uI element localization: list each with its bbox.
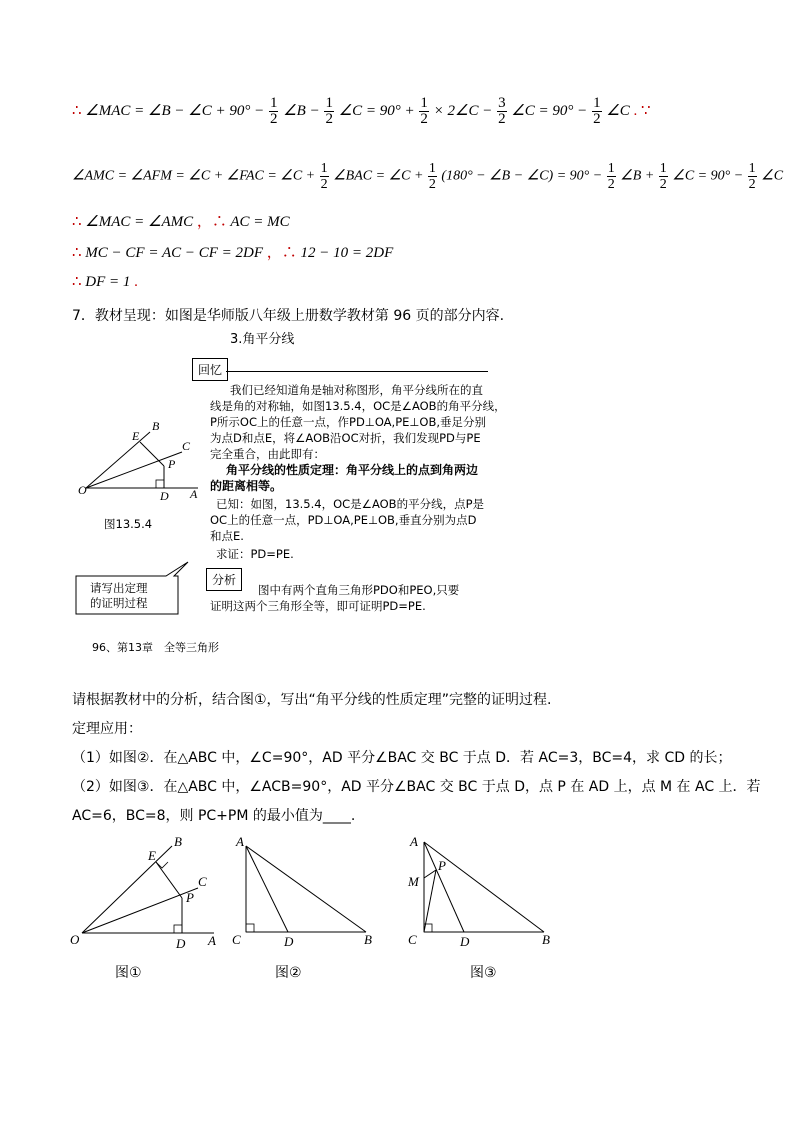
figure-2: [232, 832, 382, 957]
book-label-A: A: [190, 487, 198, 501]
fig1-label-C: C: [198, 874, 207, 889]
figure-2-caption: 图②: [275, 965, 302, 981]
fig1-label-D: D: [176, 936, 186, 951]
book-label-P: P: [168, 457, 176, 471]
recall-label: 回忆: [192, 358, 228, 381]
part-1-text: （1）如图②．在△ABC 中，∠C=90°，AD 平分∠BAC 交 BC 于点 D．若 AC=3，BC=4，求 CD 的长；: [72, 750, 732, 766]
fig3-label-B: B: [542, 932, 550, 947]
book-label-C: C: [182, 439, 191, 453]
fig1-label-O: O: [70, 932, 80, 947]
fig3-label-M: M: [408, 874, 419, 889]
fig3-label-A: A: [410, 834, 418, 849]
part-2-text-line-1: （2）如图③．在△ABC 中，∠ACB=90°，AD 平分∠BAC 交 BC 于点 D，点 P 在 AD 上，点 M 在 AC 上．若: [72, 779, 761, 795]
question-7-intro: 7．教材呈现：如图是华师版八年级上册数学教材第 96 页的部分内容.: [72, 308, 505, 324]
fig1-label-P: P: [186, 890, 194, 905]
fig2-label-D: D: [284, 934, 294, 949]
recall-paragraph: 我们已经知道角是轴对称图形，角平分线所在的直 线是角的对称轴，如图13.5.4，OC是∠AOB的角平分线， P所示OC上的任意一点，作PD⊥OA,PE⊥OB,垂足分别 为点D和点E，将∠AOB沿OC对折，我们发现PD与PE 完全重合，由此即有：: [210, 383, 506, 461]
proof-line-1: ∴ ∠MAC = ∠B − ∠C + 90° − $\frac{1}{2}$ ∠B − $\frac{1}{2}$ ∠C = 90° + $\frac{1}{2}$ × 2∠C − $\frac{3}{2}$ ∠C = 90° − $\frac{1}{2}$ ∠C . ∵: [72, 95, 651, 127]
book-label-B: B: [152, 419, 160, 433]
textbook-excerpt: [70, 330, 506, 660]
book-figure: [78, 402, 208, 522]
figure-1: [68, 830, 228, 955]
proof-line-3: ∴ ∠MAC = ∠AMC ，∴ AC = MC: [72, 214, 290, 230]
fig3-label-D: D: [460, 934, 470, 949]
proof-line-4: ∴ MC − CF = AC − CF = 2DF ，∴ 12 − 10 = 2DF: [72, 245, 394, 261]
fig1-label-B: B: [174, 834, 182, 849]
prove-text: 求证：PD=PE.: [216, 547, 294, 561]
figure-3-caption: 图③: [470, 965, 497, 981]
proof-line-5: ∴ DF = 1 .: [72, 274, 138, 290]
proof-line-2: ∠AMC = ∠AFM = ∠C + ∠FAC = ∠C + $\frac{1}{2}$ ∠BAC = ∠C + $\frac{1}{2}$ (180° − ∠B − ∠C) = 90° − $\frac{1}{2}$ ∠B + $\frac{1}{2}$ ∠C = 90° − $\frac{1}{2}$ ∠C: [72, 161, 784, 192]
figure-1-caption: 图①: [115, 965, 142, 981]
section-title: 3.角平分线: [230, 332, 295, 347]
figure-3: [402, 830, 562, 955]
analysis-text: 图中有两个直角三角形PDO和PEO,只要 证明这两个三角形全等，即可证明PD=PE.: [210, 583, 460, 613]
callout-text: 请写出定理 的证明过程: [90, 581, 148, 610]
book-footer: 96、第13章 全等三角形: [92, 641, 219, 654]
recall-rule: [226, 371, 488, 372]
fig2-label-C: C: [232, 932, 241, 947]
part-2-text-line-2: AC=6，BC=8，则 PC+PM 的最小值为____.: [72, 808, 356, 824]
fig3-label-P: P: [438, 858, 446, 873]
fig1-label-E: E: [148, 848, 156, 863]
request-text: 请根据教材中的分析，结合图①，写出“角平分线的性质定理”完整的证明过程.: [72, 692, 552, 708]
book-label-D: D: [160, 489, 169, 503]
fig1-label-A: A: [208, 933, 216, 948]
apply-label: 定理应用：: [72, 721, 142, 737]
book-figure-caption: 图13.5.4: [104, 517, 153, 531]
fig2-label-A: A: [236, 834, 244, 849]
analysis-label: 分析: [206, 568, 242, 591]
book-label-O: O: [78, 483, 87, 497]
book-label-E: E: [132, 429, 140, 443]
fig3-label-C: C: [408, 932, 417, 947]
given-text: 已知：如图，13.5.4，OC是∠AOB的平分线，点P是 OC上的任意一点，PD⊥OA,PE⊥OB,垂直分别为点D 和点E.: [210, 497, 485, 543]
fig2-label-B: B: [364, 932, 372, 947]
theorem-text: 角平分线的性质定理：角平分线上的点到角两边 的距离相等。: [210, 463, 479, 493]
